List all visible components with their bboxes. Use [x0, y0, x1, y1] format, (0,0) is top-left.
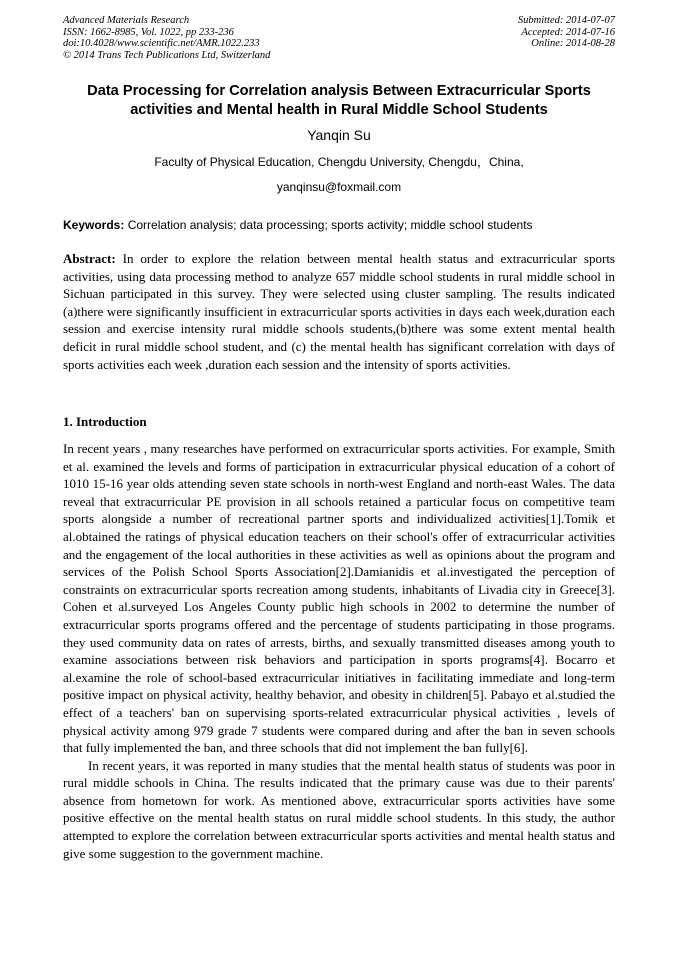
journal-issn: ISSN: 1662-8985, Vol. 1022, pp 233-236 [63, 26, 234, 38]
journal-doi: doi:10.4028/www.scientific.net/AMR.1022.233 [63, 38, 260, 50]
submission-dates [518, 15, 615, 50]
title-line-1: Data Processing for Correlation analysis Between Extracurricular Sports [87, 83, 591, 99]
keywords-label: Keywords: [63, 218, 125, 232]
keywords [63, 218, 615, 232]
introduction-paragraph-1: In recent years , many researches have performed on extracurricular sports activities. For example, Smith et al. examined the levels and forms of participation in extracurricular physical education of a cohort of 1010 15-16 year olds attending seven state schools in north-west England and north-east Wales. The data reveal that extracurricular PE provision in all schools retained a particular focus on competitive team sports alongside a number of recreational partner sports and individualized activities[1].Tomik et al.obtained the ratings of physical education teachers on their school's offer of extracurricular activities and the engagement of the local authorities in these activities as well as opinions about the program and services of the Polish School Sports Association[2].Damianidis et al.investigated the perception of constraints on extracurricular sports recreation among students, inhabitants of Livadia city in Greece[3]. Cohen et al.surveyed Los Angeles County public high schools in 2002 to determine the number of extracurricular sports programs offered and the percentage of students participating in those programs. they used community data on rates of arrests, births, and sexually transmitted diseases among youth to examine associations between risk behaviors and participation in sports programs[4]. Bocarro et al.examine the role of school-based extracurricular initiatives in facilitating immediate and long-term positive impact on physical activity, healthy behavior, and obesity in children[5]. Pabayo et al.studied the effect of a teachers' ban on supervising sports-related extracurricular physical activities , levels of physical activity among 979 grade 7 students were compared during and after the ban in seven schools that fully implemented the ban, and three schools that did not implement the ban fully[6]. [63, 441, 615, 756]
submitted-date: Submitted: 2014-07-07 [517, 15, 615, 26]
author-name: Yanqin Su [307, 127, 371, 143]
accepted-date: Accepted: 2014-07-16 [521, 26, 615, 38]
section-heading-introduction: 1. Introduction [63, 414, 147, 429]
title-line-2: activities and Mental health in Rural Middle School Students [130, 102, 548, 118]
journal-copyright: © 2014 Trans Tech Publications Ltd, Switzerland [63, 49, 271, 61]
abstract-text: In order to explore the relation between mental health status and extracurricular sports activities, using data processing method to analyze 657 middle school students in rural middle school in Sichuan participated in this survey. They were selected using cluster sampling. The results indicated (a)there were significantly insufficient in extracurricular sports activities in days each week,duration each session and exercise intensity rural middle schools students,(b)there was some extent mental health deficit in rural middle school student, and (c) the mental health has significant correlation with days of sports activities each week ,duration each session and the intensity of sports activities. [63, 251, 615, 372]
author-email: yanqinsu@foxmail.com [276, 180, 402, 194]
journal-name: Advanced Materials Research [63, 15, 190, 26]
abstract-label: Abstract: [63, 251, 116, 266]
paper-title [40, 82, 638, 120]
keywords-text: Correlation analysis; data processing; sports activity; middle school students [124, 218, 533, 232]
author-affiliation: Faculty of Physical Education, Chengdu University, Chengdu，China, [154, 155, 524, 169]
introduction-body [63, 440, 615, 862]
journal-info [63, 15, 270, 61]
abstract [63, 250, 615, 373]
introduction-paragraph-2: In recent years, it was reported in many studies that the mental health status of students was poor in rural middle schools in China. The results indicated that the primary cause was due to their parents' absence from hometown for work. As mentioned above, extracurricular sports activities have some positive effective on the mental health status on rural middle school students. In this study, the author attempted to explore the correlation between extracurricular sports activities and mental health status and give some suggestion to the government machine. [63, 757, 615, 861]
online-date: Online: 2014-08-28 [531, 38, 615, 50]
